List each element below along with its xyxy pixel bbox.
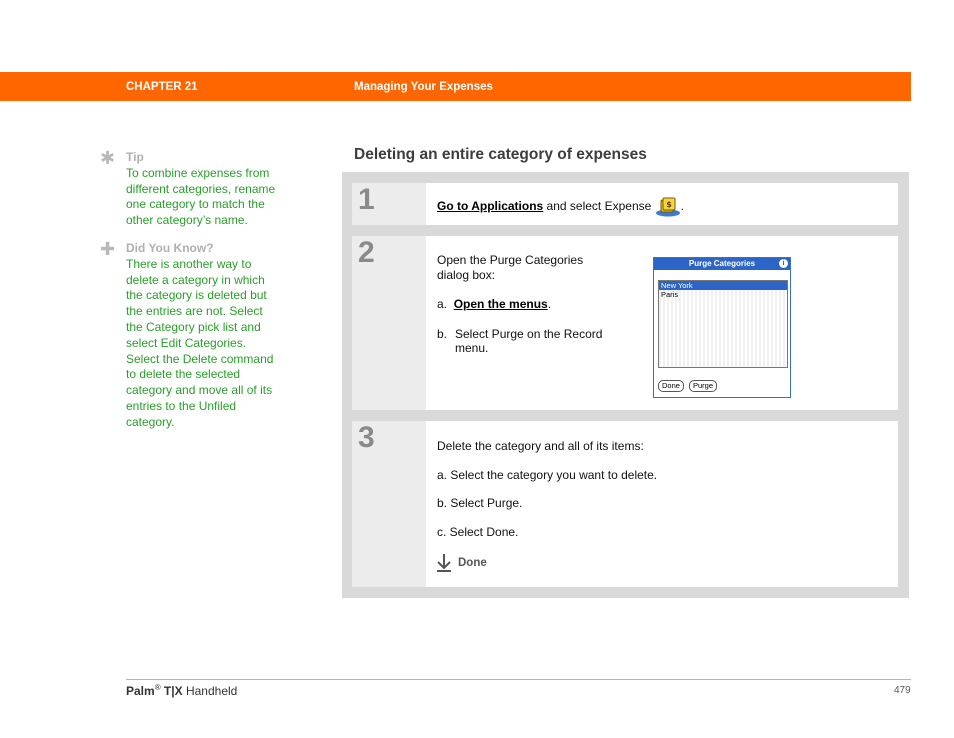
open-the-menus-link[interactable]: Open the menus: [453, 297, 548, 311]
tip-block: [100, 150, 280, 229]
model-name: T|X: [160, 684, 183, 698]
tip-label: Tip: [126, 150, 144, 164]
done-label: Done: [458, 557, 487, 569]
purge-button[interactable]: Purge: [689, 380, 717, 392]
step-3-body: [437, 439, 657, 539]
step-number: 2: [358, 236, 375, 269]
step-1-body: [437, 197, 684, 217]
section-title: Deleting an entire category of expenses: [354, 146, 647, 163]
steps-panel: [342, 172, 909, 598]
plus-icon: ✚: [100, 238, 116, 259]
asterisk-icon: ✱: [100, 148, 116, 168]
done-button[interactable]: Done: [658, 380, 684, 392]
sidebar: [100, 150, 280, 443]
sub-a-prefix: a.: [437, 297, 448, 311]
step-2-body: [437, 253, 617, 356]
sub-b-text: Select Purge on the Record menu.: [455, 326, 603, 355]
category-item-new-york[interactable]: New York: [659, 281, 787, 290]
step-3-sub-a: a. Select the category you want to delete.: [437, 467, 658, 482]
step-2-intro: Open the Purge Categories dialog box:: [437, 253, 584, 282]
sub-a-end: .: [547, 297, 552, 311]
step-3-sub-c: c. Select Done.: [437, 524, 519, 539]
did-you-know-block: [100, 238, 280, 431]
brand-suffix: Handheld: [182, 684, 238, 698]
category-list: [658, 280, 788, 368]
step-1: [352, 183, 898, 225]
step-number-cell: [352, 421, 426, 587]
category-item-paris[interactable]: Paris: [661, 290, 679, 299]
chapter-label: CHAPTER 21: [126, 81, 198, 93]
step-number-cell: [352, 183, 426, 225]
purge-categories-screen: [653, 257, 791, 398]
step-number-cell: [352, 236, 426, 410]
expense-app-icon: [655, 197, 681, 217]
tip-text: To combine expenses from different categories, rename one category to match the other category’s name.: [126, 165, 276, 228]
dialog-title: Purge Categories: [688, 259, 756, 268]
step-2-sub-a: [437, 297, 617, 312]
brand-name: Palm: [126, 684, 155, 698]
chapter-header-bar: [0, 72, 911, 101]
step-3: [352, 421, 898, 587]
step-3-sub-b: b. Select Purge.: [437, 496, 523, 510]
footer-brand: [126, 683, 237, 698]
chapter-title: Managing Your Expenses: [354, 81, 493, 93]
info-icon[interactable]: i: [779, 259, 788, 268]
down-arrow-icon: [437, 554, 451, 572]
step-2: [352, 236, 898, 410]
svg-text:$: $: [665, 200, 672, 209]
go-to-applications-link[interactable]: Go to Applications: [437, 199, 544, 214]
sub-b-prefix: b.: [437, 326, 448, 341]
page-number: 479: [894, 685, 911, 696]
step-number: 3: [358, 421, 375, 454]
registered-mark: ®: [154, 683, 161, 692]
dialog-titlebar: [654, 258, 790, 270]
did-you-know-label: Did You Know?: [126, 240, 214, 255]
step-3-intro: Delete the category and all of its items:: [437, 439, 644, 453]
step-2-sub-b: [437, 327, 617, 356]
step-1-text: and select Expense: [543, 199, 652, 214]
did-you-know-text: There is another way to delete a category in which the category is deleted but the entries are not. Select the Category pick list and select Edit Categories. Select the Delete command to delete the selected category and move all of its entries to the Unfiled category.: [126, 256, 274, 429]
footer-rule: [126, 679, 911, 680]
step-number: 1: [358, 183, 375, 216]
step-1-end: .: [680, 199, 684, 214]
